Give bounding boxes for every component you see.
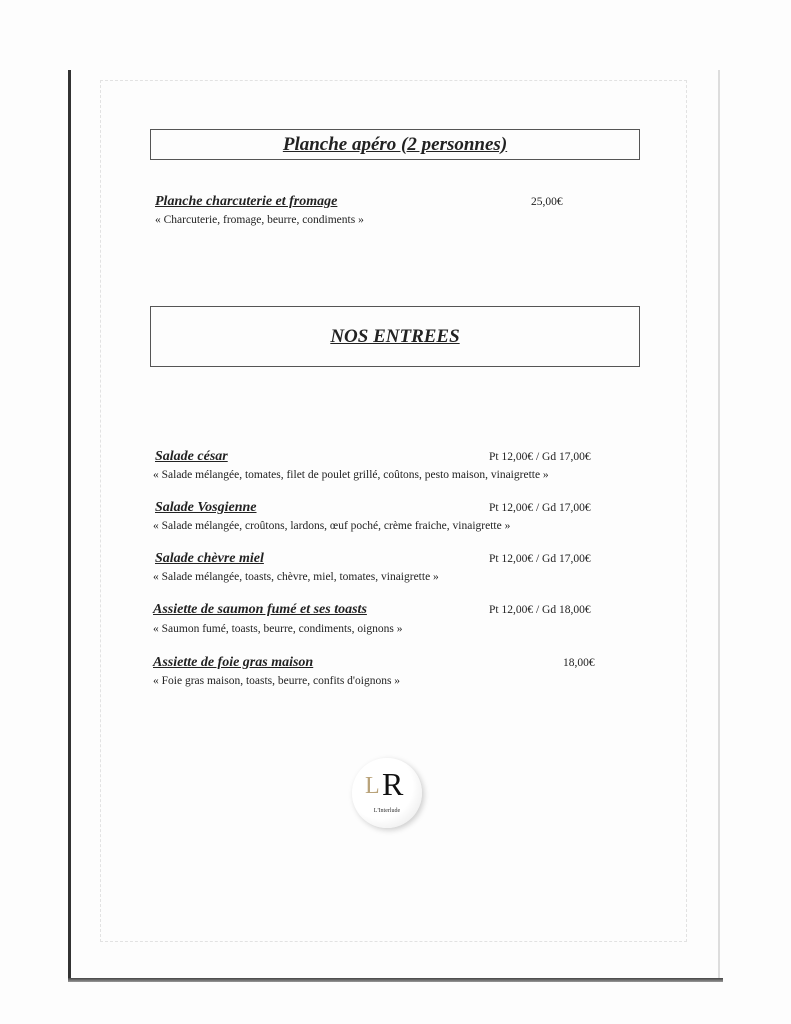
item-name: Assiette de foie gras maison [153, 655, 314, 670]
logo-letter-l: L [365, 773, 380, 799]
item-name: Salade césar [155, 449, 228, 464]
item-description: « Salade mélangée, tomates, filet de poulet grillé, coûtons, pesto maison, vinaigrette » [153, 469, 549, 481]
scan-edge-left [68, 70, 71, 982]
item-description: « Foie gras maison, toasts, beurre, confits d'oignons » [153, 675, 401, 687]
section-title: NOS ENTREES [330, 325, 460, 347]
item-description: « Charcuterie, fromage, beurre, condiments » [155, 214, 364, 226]
item-name: Salade Vosgienne [155, 500, 257, 515]
logo-letter-r: R [382, 766, 404, 802]
item-name: Planche charcuterie et fromage [155, 194, 338, 209]
item-description: « Salade mélangée, toasts, chèvre, miel, tomates, vinaigrette » [153, 571, 439, 583]
item-price: 25,00€ [531, 196, 563, 208]
section-header-entrees [150, 306, 640, 367]
scan-edge-right [718, 70, 720, 982]
section-header-planche [150, 129, 640, 160]
item-price: Pt 12,00€ / Gd 17,00€ [489, 451, 591, 463]
restaurant-logo [352, 758, 422, 828]
item-price: 18,00€ [563, 657, 595, 669]
logo-text: L'Interlude [373, 808, 401, 814]
section-title: Planche apéro (2 personnes) [282, 133, 508, 155]
item-price: Pt 12,00€ / Gd 17,00€ [489, 502, 591, 514]
item-name: Assiette de saumon fumé et ses toasts [153, 602, 367, 617]
item-price: Pt 12,00€ / Gd 18,00€ [489, 604, 591, 616]
item-description: « Salade mélangée, croûtons, lardons, œuf poché, crème fraiche, vinaigrette » [153, 520, 511, 532]
item-price: Pt 12,00€ / Gd 17,00€ [489, 553, 591, 565]
item-name: Salade chèvre miel [155, 551, 264, 566]
scan-edge-bottom [68, 978, 723, 982]
item-description: « Saumon fumé, toasts, beurre, condiments, oignons » [153, 623, 403, 635]
